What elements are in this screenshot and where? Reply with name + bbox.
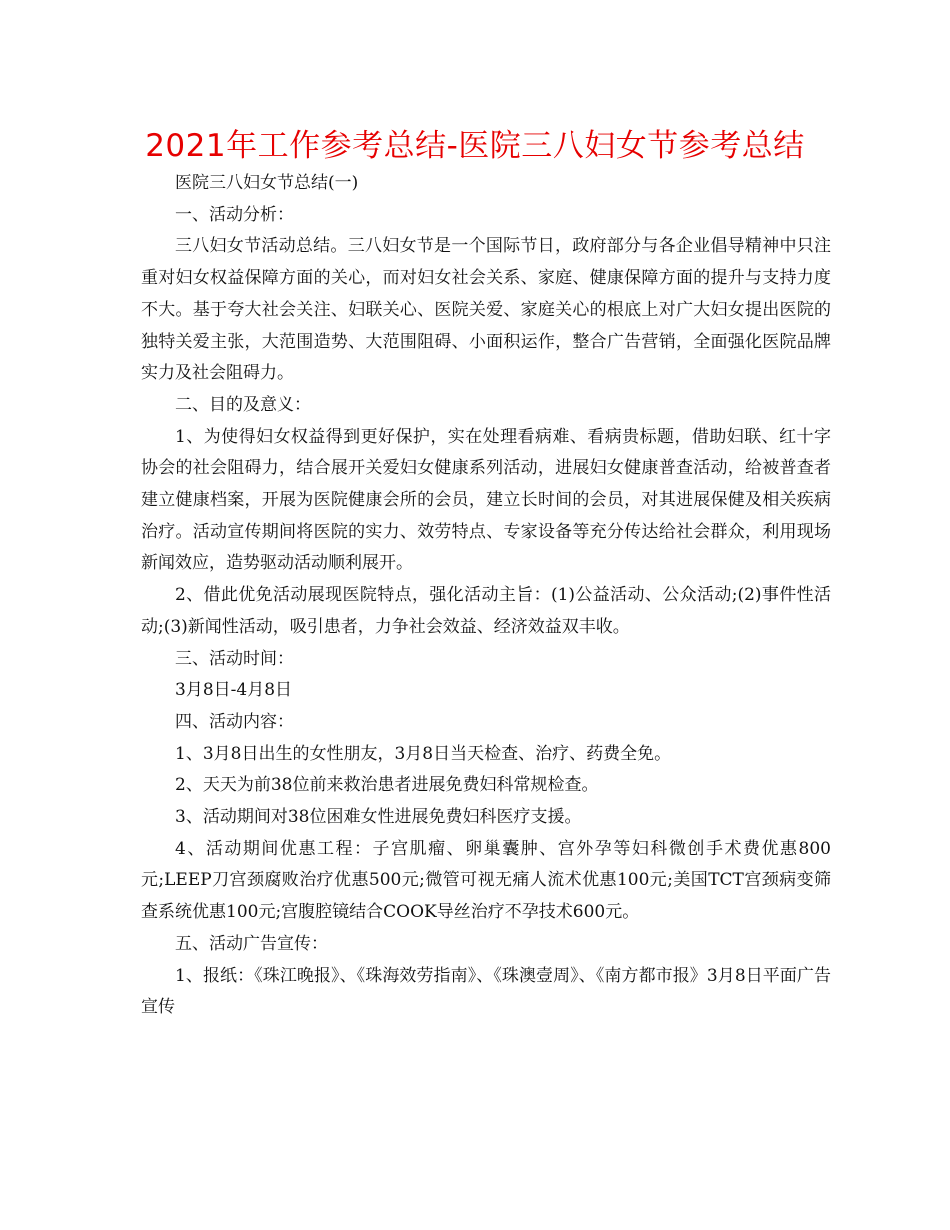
- section-heading-advertising: 五、活动广告宣传：: [175, 933, 328, 954]
- paragraph-time: 3月8日-4月8日: [175, 680, 293, 701]
- paragraph-analysis: 三八妇女节活动总结。三八妇女节是一个国际节日，政府部分与各企业倡导精神中只注重对妇女权益保障方面的关心，而对妇女社会关系、家庭、健康保障方面的提升与支持力度不大。基于夸大社会关注、妇联关心、医院关爱、家庭关心的根底上对广大妇女提出医院的独特关爱主张，大范围造势、大范围阻碍、小面积运作，整合广告营销，全面强化医院品牌实力及社会阻碍力。: [141, 236, 831, 384]
- content-item-2: 2、天天为前38位前来救治患者进展免费妇科常规检查。: [175, 775, 599, 796]
- section-heading-time: 三、活动时间：: [175, 648, 294, 669]
- paragraph-purpose-2: 2、借此优免活动展现医院特点，强化活动主旨：(1)公益活动、公众活动;(2)事件性活动;(3)新闻性活动，吸引患者，力争社会效益、经济效益双丰收。: [141, 585, 831, 637]
- section-heading-purpose: 二、目的及意义：: [175, 394, 311, 415]
- advertising-item-1: 1、报纸：《珠江晚报》、《珠海效劳指南》、《珠澳壹周》、《南方都市报》3月8日平面广告宣传: [141, 965, 831, 1018]
- content-item-3: 3、活动期间对38位困难女性进展免费妇科医疗支援。: [175, 807, 582, 828]
- section-heading-content: 四、活动内容：: [175, 711, 294, 732]
- section-subtitle: 医院三八妇女节总结(一): [175, 173, 359, 193]
- content-item-1: 1、3月8日出生的女性朋友，3月8日当天检查、治疗、药费全免。: [175, 743, 672, 764]
- paragraph-purpose-1: 1、为使得妇女权益得到更好保护，实在处理看病难、看病贵标题，借助妇联、红十字协会的社会阻碍力，结合展开关爱妇女健康系列活动，进展妇女健康普查活动，给被普查者建立健康档案，开展为医院健康会所的会员，建立长时间的会员，对其进展保健及相关疾病治疗。活动宣传期间将医院的实力、效劳特点、专家设备等充分传达给社会群众，利用现场新闻效应，造势驱动活动顺利展开。: [141, 426, 831, 574]
- document-body: [141, 168, 831, 1024]
- section-heading-analysis: 一、活动分析：: [175, 204, 294, 225]
- content-item-4: 4、活动期间优惠工程：子宫肌瘤、卵巢囊肿、宫外孕等妇科微创手术费优惠800元;LEEP刀宫颈腐败治疗优惠500元;微管可视无痛人流术优惠100元;美国TCT宫颈病变筛查系统优惠100元;宫腹腔镜结合COOK导丝治疗不孕技术600元。: [141, 838, 831, 923]
- document-title: 2021年工作参考总结-医院三八妇女节参考总结: [145, 128, 805, 164]
